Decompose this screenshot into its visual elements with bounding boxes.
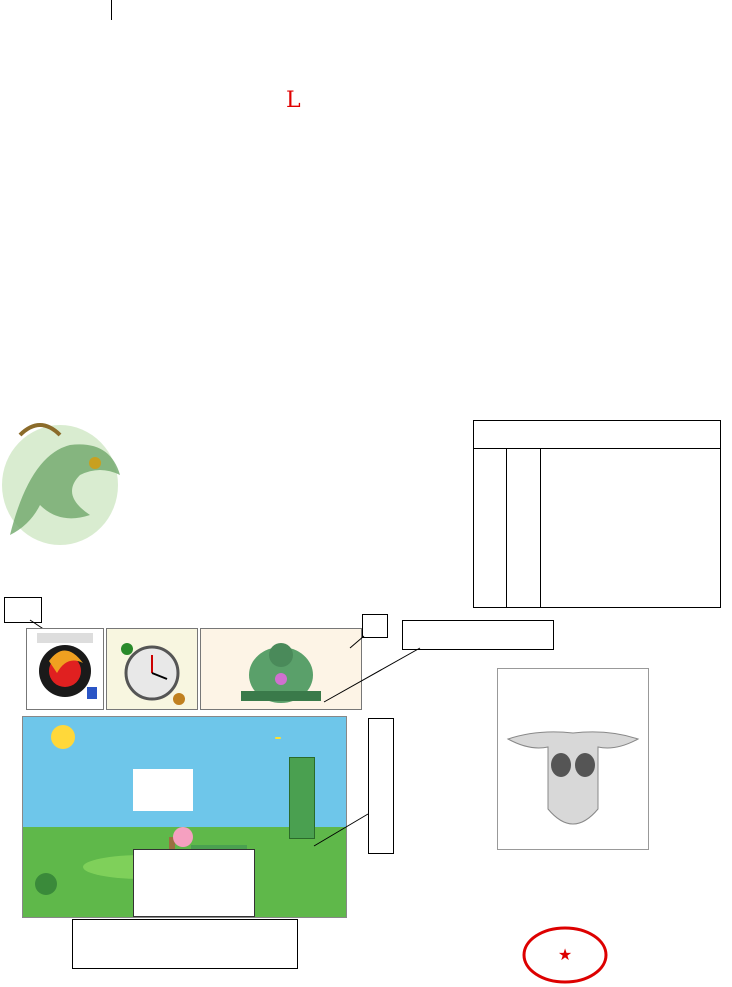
callout-numbers-pointer	[320, 646, 430, 706]
riddle-line	[2, 182, 10, 196]
company-seal	[522, 926, 608, 984]
callout-vertical-pointer	[310, 812, 372, 852]
panel-clock-image	[106, 628, 198, 710]
red-mark: L	[286, 88, 301, 113]
dragon-image	[0, 415, 140, 550]
svg-text:★: ★	[557, 945, 573, 964]
divider	[111, 0, 112, 20]
wave-table-side	[474, 448, 507, 607]
panel-ring-image	[26, 628, 104, 710]
wave-table-labels	[506, 448, 541, 607]
wave-table	[473, 420, 721, 608]
tele-table	[133, 849, 255, 917]
skull-card	[497, 668, 649, 850]
tele-badge	[275, 737, 281, 739]
teletubbies-poster	[22, 716, 347, 918]
wave-table-header	[474, 421, 720, 449]
bottom-box	[72, 919, 298, 969]
tele-stone	[35, 873, 57, 895]
